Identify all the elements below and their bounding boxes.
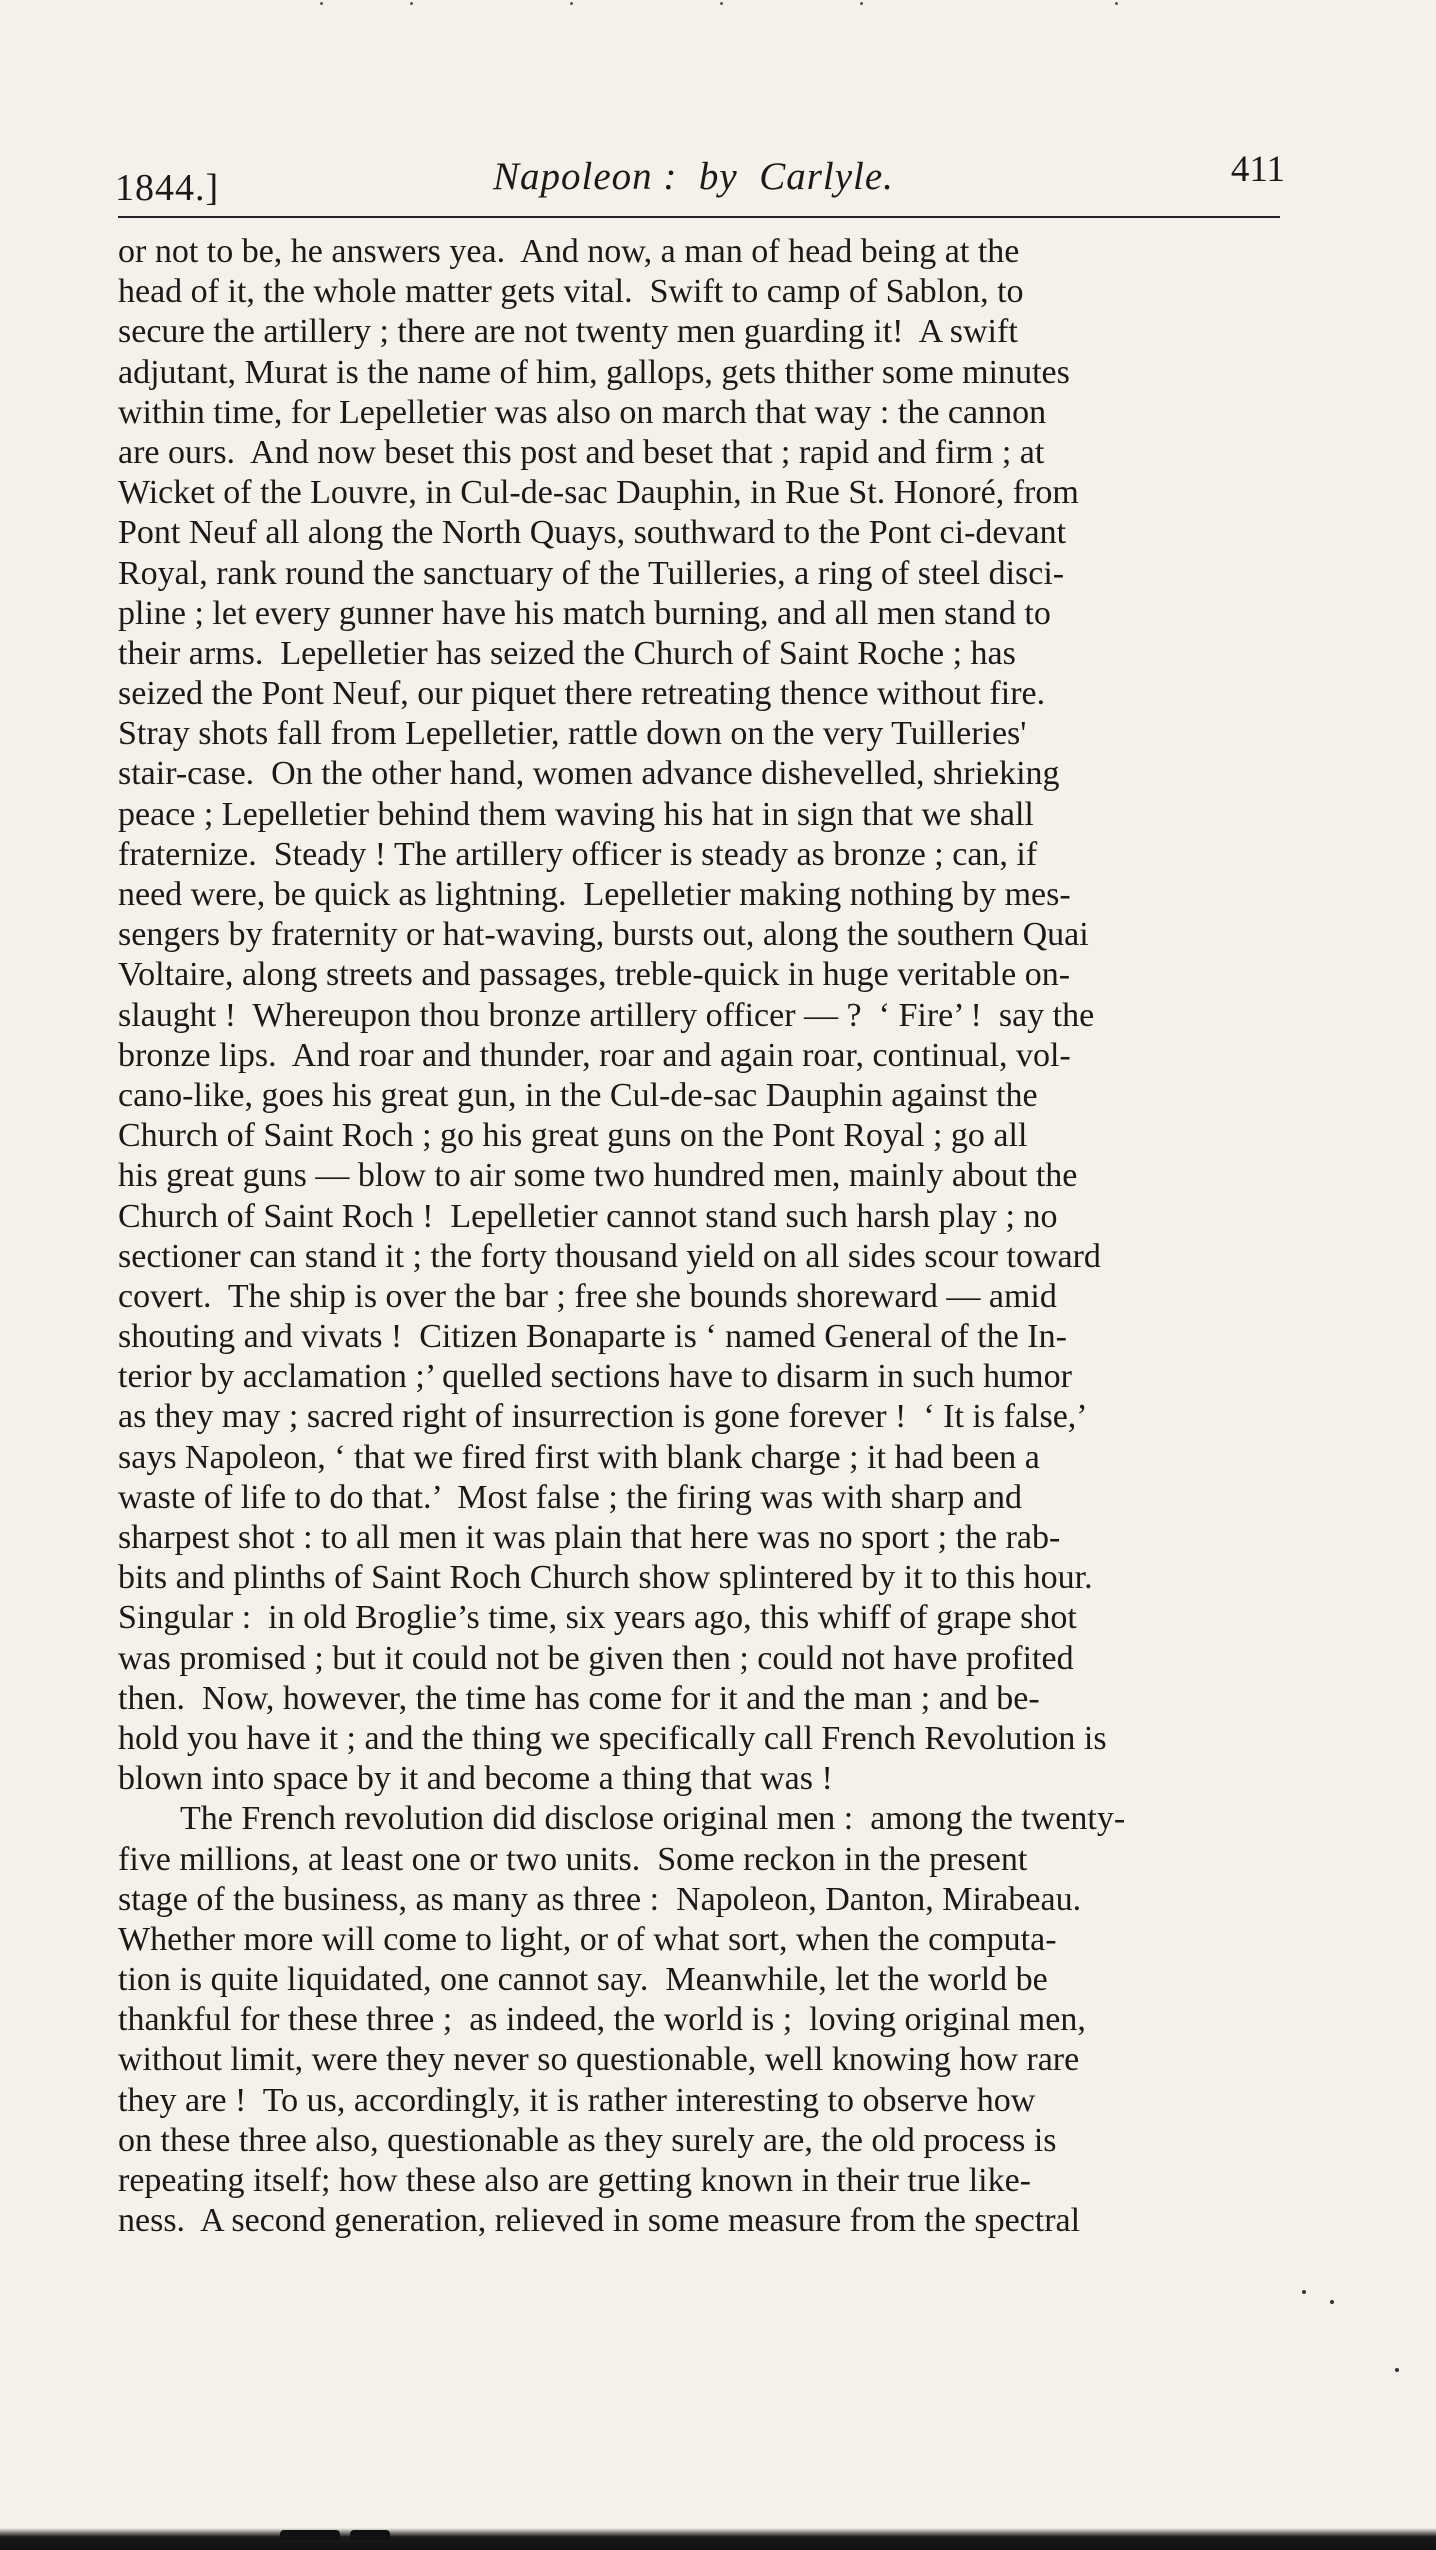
text-line-12: seized the Pont Neuf, our piquet there retreating thence without fire. [118,675,1046,713]
text-line-20: slaught ! Whereupon thou bronze artillery officer — ? ‘ Fire’ ! say the [118,996,1095,1034]
text-line-17: need were, be quick as lightning. Lepelletier making nothing by mes- [118,876,1071,913]
text-line-40-paragraph-start: The French revolution did disclose original men : among the twenty- [180,1800,1126,1838]
text-line-11: their arms. Lepelletier has seized the Church of Saint Roche ; has [118,634,1016,672]
margin-speck [1395,2368,1399,2372]
text-line-45: thankful for these three ; as indeed, the world is ; loving original men, [118,2001,1086,2039]
speck [860,2,863,5]
text-line-21: bronze lips. And roar and thunder, roar and again roar, continual, vol- [118,1036,1071,1074]
header-year: 1844.] [115,167,220,209]
text-line-9: Royal, rank round the sanctuary of the Tuilleries, a ring of steel disci- [118,554,1065,592]
text-line-38: hold you have it ; and the thing we specifically call French Revolution is [118,1719,1107,1757]
text-line-34: bits and plinths of Saint Roch Church show splintered by it to this hour. [118,1559,1093,1597]
speck [320,2,323,5]
text-line-30: as they may ; sacred right of insurrection is gone forever ! ‘ It is false,’ [118,1398,1088,1436]
text-line-25: Church of Saint Roch ! Lepelletier cannot stand such harsh play ; no [118,1197,1058,1235]
top-edge-specks [300,0,1150,12]
text-line-16: fraternize. Steady ! The artillery officer is steady as bronze ; can, if [118,835,1038,873]
margin-speck [1330,2300,1334,2304]
text-line-49: repeating itself; how these also are getting known in their true like- [118,2162,1032,2199]
text-line-39: blown into space by it and become a thing that was ! [118,1760,833,1798]
speck [570,2,573,5]
text-line-1: or not to be, he answers yea. And now, a man of head being at the [118,233,1020,270]
text-line-13: Stray shots fall from Lepelletier, rattle down on the very Tuilleries' [118,715,1027,753]
text-line-5: within time, for Lepelletier was also on march that way : the cannon [118,393,1047,431]
header-rule [118,216,1280,218]
text-line-8: Pont Neuf all along the North Quays, southward to the Pont ci-devant [118,514,1067,552]
text-line-2: head of it, the whole matter gets vital. Swift to camp of Sablon, to [118,273,1024,311]
text-line-43: Whether more will come to light, or of what sort, when the computa- [118,1920,1057,1958]
speck [1115,2,1118,5]
speck [720,2,723,5]
text-line-42: stage of the business, as many as three : Napoleon, Danton, Mirabeau. [118,1880,1082,1918]
page-number: 411 [1230,149,1285,190]
text-line-18: sengers by fraternity or hat-waving, bursts out, along the southern Quai [118,916,1089,954]
text-line-6: are ours. And now beset this post and beset that ; rapid and firm ; at [118,433,1045,471]
text-line-14: stair-case. On the other hand, women advance dishevelled, shrieking [118,755,1060,793]
text-line-41: five millions, at least one or two units. Some reckon in the present [118,1840,1028,1878]
text-line-19: Voltaire, along streets and passages, treble-quick in huge veritable on- [118,956,1071,994]
text-line-50: ness. A second generation, relieved in some measure from the spectral [118,2202,1081,2240]
text-line-4: adjutant, Murat is the name of him, gallops, gets thither some minutes [118,353,1070,391]
text-line-24: his great guns — blow to air some two hundred men, mainly about the [118,1157,1078,1195]
text-line-35: Singular : in old Broglie’s time, six years ago, this whiff of grape shot [118,1599,1077,1637]
text-line-26: sectioner can stand it ; the forty thousand yield on all sides scour toward [118,1237,1101,1275]
speck [410,2,413,5]
text-line-33: sharpest shot : to all men it was plain that here was no sport ; the rab- [118,1519,1061,1556]
text-line-36: was promised ; but it could not be given then ; could not have profited [118,1639,1074,1677]
text-line-44: tion is quite liquidated, one cannot say. Meanwhile, let the world be [118,1961,1048,1999]
text-line-10: pline ; let every gunner have his match burning, and all men stand to [118,594,1051,632]
body-text [118,232,1308,2241]
text-line-32: waste of life to do that.’ Most false ; the firing was with sharp and [118,1478,1022,1516]
text-line-3: secure the artillery ; there are not twenty men guarding it! A swift [118,313,1018,351]
text-line-22: cano-like, goes his great gun, in the Cul-de-sac Dauphin against the [118,1076,1038,1114]
header-title: Napoleon : by Carlyle. [493,155,894,198]
text-line-7: Wicket of the Louvre, in Cul-de-sac Dauphin, in Rue St. Honoré, from [118,474,1079,512]
text-line-47: they are ! To us, accordingly, it is rather interesting to observe how [118,2081,1036,2119]
text-line-28: shouting and vivats ! Citizen Bonaparte is ‘ named General of the In- [118,1318,1067,1356]
text-line-31: says Napoleon, ‘ that we fired first with blank charge ; it had been a [118,1438,1040,1476]
text-line-15: peace ; Lepelletier behind them waving his hat in sign that we shall [118,795,1034,833]
bottom-scan-edge [0,2528,1436,2550]
margin-speck [1302,2290,1306,2294]
text-line-37: then. Now, however, the time has come for it and the man ; and be- [118,1679,1040,1717]
text-line-23: Church of Saint Roch ; go his great guns on the Pont Royal ; go all [118,1117,1028,1155]
bottom-ink-blot [280,2530,340,2540]
text-line-48: on these three also, questionable as they surely are, the old process is [118,2121,1057,2159]
text-line-27: covert. The ship is over the bar ; free she bounds shoreward — amid [118,1277,1057,1315]
text-line-29: terior by acclamation ;’ quelled sections have to disarm in such humor [118,1358,1072,1396]
bottom-ink-blot [350,2530,390,2540]
text-line-46: without limit, were they never so questionable, well knowing how rare [118,2041,1080,2079]
running-head [115,142,1285,212]
